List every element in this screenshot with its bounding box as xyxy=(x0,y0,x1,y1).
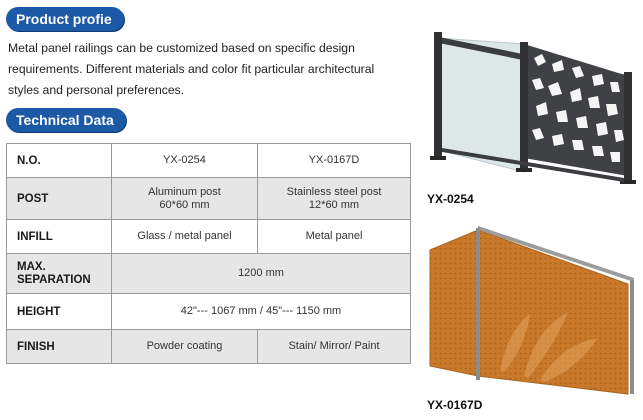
row-label xyxy=(7,254,112,294)
technical-data-heading: Technical Data xyxy=(6,108,126,132)
row-label: N.O. xyxy=(7,144,112,178)
row-label: INFILL xyxy=(7,220,112,254)
cell-line: Stainless steel post xyxy=(286,185,382,198)
table-cell: 42"--- 1067 mm / 45"--- 1150 mm xyxy=(112,294,411,330)
technical-data-table xyxy=(6,143,411,364)
label-line: SEPARATION xyxy=(17,273,91,286)
cell-line: 12*60 mm xyxy=(308,198,360,211)
post xyxy=(434,32,442,158)
railing-yx0167d-image xyxy=(428,226,640,396)
base-plate xyxy=(516,168,532,172)
table-cell: 1200 mm xyxy=(112,254,411,294)
table-row-infill xyxy=(7,220,411,254)
product-profile-heading: Product profie xyxy=(6,7,124,31)
table-row-finish xyxy=(7,330,411,364)
intro-paragraph: Metal panel railings can be customized based on specific design requirements. Different materials and color fit particular architectural styles and personal preferences. xyxy=(8,41,375,97)
table-cell xyxy=(112,178,258,220)
table-cell: Glass / metal panel xyxy=(112,220,258,254)
product-caption-yx0254: YX-0254 xyxy=(427,192,474,206)
post xyxy=(476,228,480,380)
perforated-panel-side xyxy=(430,230,478,376)
row-label: POST xyxy=(7,178,112,220)
cell-line: 60*60 mm xyxy=(159,198,210,211)
cell-line: Aluminum post xyxy=(148,185,221,198)
table-row-post xyxy=(7,178,411,220)
post xyxy=(630,280,634,394)
row-label: FINISH xyxy=(7,330,112,364)
product-caption-yx0167d: YX-0167D xyxy=(427,398,483,412)
row-label: HEIGHT xyxy=(7,294,112,330)
table-cell: YX-0254 xyxy=(112,144,258,178)
railing-yx0254-image xyxy=(420,22,640,192)
post xyxy=(624,72,632,182)
table-cell: Metal panel xyxy=(258,220,411,254)
post xyxy=(520,42,528,170)
table-cell: Stain/ Mirror/ Paint xyxy=(258,330,411,364)
table-cell: Powder coating xyxy=(112,330,258,364)
table-cell: YX-0167D xyxy=(258,144,411,178)
base-plate xyxy=(430,156,446,160)
table-cell xyxy=(258,178,411,220)
label-line: MAX. xyxy=(17,260,46,273)
table-row-no xyxy=(7,144,411,178)
table-row-separation xyxy=(7,254,411,294)
table-row-height xyxy=(7,294,411,330)
